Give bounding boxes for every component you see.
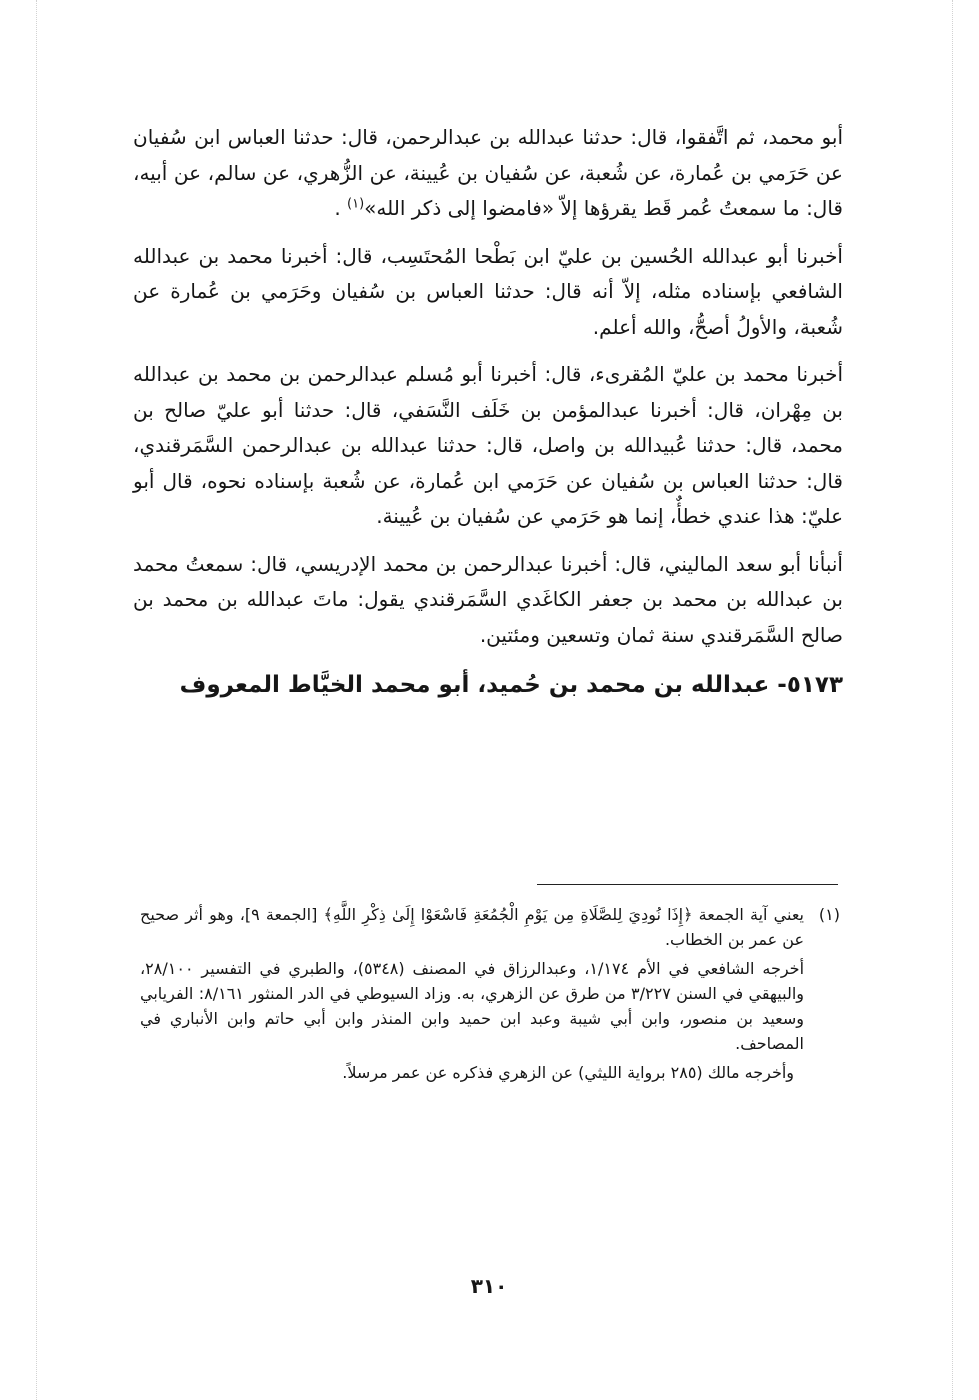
footnote-reference: (١) [347, 196, 365, 212]
paragraph-4: أنبأنا أبو سعد الماليني، قال: أخبرنا عبدالرحمن بن محمد الإدريسي، قال: سمعتُ محمد بن عبدالله بن محمد بن جعفر الكاغَدي السَّمَرقندي يقول: ماتَ عبدالله بن محمد بن صالح السَّمَرقندي سنة ثمان وتسعين ومئتين. [133, 551, 843, 647]
entry-heading: ٥١٧٣- عبدالله بن محمد بن حُميد، أبو محمد الخيَّاط المعروف [179, 672, 843, 698]
paragraph-1-text: أبو محمد، ثم اتَّفقوا، قال: حدثنا عبدالله بن عبدالرحمن، قال: حدثنا العباس ابن سُفيان عن حَرَمي بن عُمارة، عن شُعبة، عن سُفيان بن عُيينة، عن الزُّهري، عن سالم، عن أبيه، قال: ما سمعتُ عُمر قَط يقرؤها إلاّ «فامضوا إلى ذكر الله» [133, 125, 843, 220]
footnote-1 [140, 902, 840, 1089]
footnote-line-2: أخرجه الشافعي في الأم ١/١٧٤، وعبدالرزاق في المصنف (٥٣٤٨)، والطبري في التفسير ٢٨/١٠٠، والبيهقي في السنن ٣/٢٢٧ من طرق عن الزهري، به. وزاد السيوطي في الدر المنثور ٨/١٦١: الفريابي وسعيد بن منصور، وابن أبي شيبة وعبد ابن حميد وابن المنذر وابن أبي حاتم وابن الأنباري في المصاحف. [140, 959, 805, 1053]
main-text [133, 120, 843, 705]
paragraph-2: أخبرنا أبو عبدالله الحُسين بن عليّ ابن بَطْحا المُحتَسِب، قال: أخبرنا محمد بن عبدالله الشافعي بإسناده مثله، إلاّ أنه قال: حدثنا العباس بن سُفيان وحَرَمي بن عُمارة عن شُعبة، والأولُ أصحُّ، والله أعلم. [133, 243, 843, 339]
paragraph-3: أخبرنا محمد بن عليّ المُقرىء، قال: أخبرنا أبو مُسلم عبدالرحمن بن محمد بن عبدالله بن مِهْران، قال: أخبرنا عبدالمؤمن بن خَلَف النَّسَفي، قال: حدثنا أبو عليّ صالح بن محمد، قال: حدثنا عُبيدالله بن واصل، قال: حدثنا عبدالله بن عبدالرحمن السَّمَرقندي، قال: حدثنا العباس بن سُفيان عن حَرَمي ابن عُمارة، عن شُعبة بإسناده نحوه، قال أبو عليّ: هذا عندي خطأٌ، إنما هو حَرَمي عن سُفيان بن عُيينة. [133, 362, 843, 528]
scan-guide-right [952, 0, 953, 1400]
footnote-number: (١) [818, 905, 840, 924]
footnote-line-3: وأخرجه مالك (٢٨٥ برواية الليثي) عن الزهري فذكره عن عمر مرسلاً. [342, 1063, 794, 1082]
footnote-separator [537, 884, 838, 885]
footnotes [140, 902, 840, 1089]
scan-guide-left [36, 0, 37, 1400]
footnote-line-1: يعني آية الجمعة ﴿إِذَا نُودِيَ لِلصَّلَاةِ مِن يَوْمِ الْجُمُعَةِ فَاسْعَوْا إِلَىٰ ذِكْرِ اللَّهِ﴾ [الجمعة ٩]، وهو أثر صحيح عن عمر بن الخطاب. [140, 905, 805, 949]
page-number: ٣١٠ [470, 1274, 508, 1298]
footnote-body [140, 902, 804, 1089]
paragraph-1: أبو محمد، ثم اتَّفقوا، قال: حدثنا عبدالله بن عبدالرحمن، قال: حدثنا العباس ابن سُفيان عن حَرَمي بن عُمارة، عن شُعبة، عن سُفيان بن عُيينة، عن الزُّهري، عن سالم، عن أبيه، قال: ما سمعتُ عُمر قَط يقرؤها إلاّ «فامضوا إلى ذكر الله»$^{(١)}$ . [133, 125, 843, 220]
